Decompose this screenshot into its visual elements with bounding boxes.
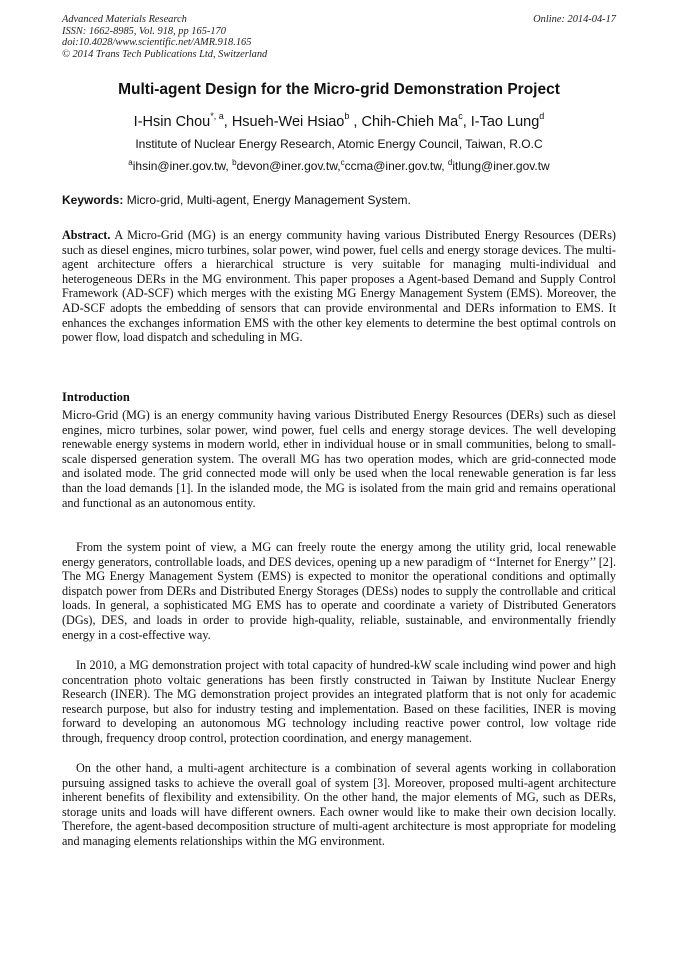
- affiliation: Institute of Nuclear Energy Research, Atomic Energy Council, Taiwan, R.O.C: [135, 137, 543, 151]
- author-list: [62, 113, 616, 131]
- email-list: [62, 159, 616, 174]
- paper-title: Multi-agent Design for the Micro-grid Demonstration Project: [118, 81, 560, 98]
- intro-paragraph-1: Micro-Grid (MG) is an energy community having various Distributed Energy Resources (DERs) such as diesel engines, micro turbines, solar power, wind power, fuel cells and energy storage devices. The well developing renewable energy systems in modern world, ether in individual house or in small communities, belong to small-scale dispersed generation system. The overall MG has two operation modes, which are grid-connected mode and isolated mode. The grid connected mode will only be used when the local renewable generation is far less than the load demands [1]. In the islanded mode, the MG is isolated from the main grid and remains operational and functional as an autonomous entity.: [62, 408, 616, 510]
- intro-paragraph-4: On the other hand, a multi-agent architecture is a combination of several agents working in collaboration pursuing assigned tasks to achieve the overall goal of system [3]. Moreover, proposed multi-agent architecture inherent benefits of flexibility and extensibility. On the other hand, the major elements of MG, such as DERs, storage units and loads will have different owners. Each owner would like to make their own decision locally. Therefore, the agent-based decomposition structure of multi-agent architecture is most appropriate for modeling and managing elements relationships within the MG environment.: [62, 761, 616, 848]
- email-address[interactable]: ihsin@iner.gov.tw: [132, 159, 226, 173]
- email-mark: d: [447, 158, 453, 167]
- doi-line: doi:10.4028/www.scientific.net/AMR.918.165: [62, 37, 252, 48]
- email-mark: a: [128, 158, 133, 167]
- author-affil-mark: *, a: [210, 111, 224, 121]
- copyright-line: © 2014 Trans Tech Publications Ltd, Switzerland: [62, 48, 268, 60]
- abstract-label: Abstract.: [62, 228, 111, 242]
- email-address[interactable]: ccma@iner.gov.tw: [344, 159, 442, 173]
- online-date: Online: 2014-04-17: [533, 14, 616, 25]
- journal-header: [62, 14, 616, 60]
- intro-paragraph-2: From the system point of view, a MG can freely route the energy among the utility grid, local renewable energy generators, controllable loads, and DES devices, opening up a new paradigm of ‘‘Internet for Energy’’ [2]. The MG Energy Management System (EMS) is expected to monitor the operational conditions and optimally dispatch power from DERs and Distributed Energy Storages (DESs) nodes to supply the controllable and critical loads. In general, a sophisticated MG EMS has to operate and coordinate a variety of Distributed Generators (DGs), DES, and loads in order to provide high-quality, reliable, sustainable, and environmentally friendly energy in a cost-effective way.: [62, 540, 616, 642]
- issn-line: ISSN: 1662-8985, Vol. 918, pp 165-170: [62, 25, 226, 37]
- author-name: Chih-Chieh Ma: [361, 114, 459, 130]
- author-name: I-Hsin Chou: [133, 114, 211, 130]
- author-separator: ,: [349, 114, 362, 130]
- email-address[interactable]: devon@iner.gov.tw: [236, 159, 338, 173]
- email-separator: ,: [225, 159, 233, 173]
- keywords-label: Keywords:: [62, 193, 124, 207]
- email-mark: c: [340, 158, 345, 167]
- email-address[interactable]: itlung@iner.gov.tw: [452, 159, 550, 173]
- abstract: [62, 228, 616, 345]
- abstract-text: A Micro-Grid (MG) is an energy community having various Distributed Energy Resources (DERs) such as diesel engines, micro turbines, solar power, wind power, fuel cells and energy storage devices. The multi-agent architecture offers a hierarchical structure is very suitable for managing multi-individual and heterogeneous DERs in the MG environment. This paper proposes a Agent-based Demand and Supply Control Framework (AD-SCF) which merges with the existing MG Energy Management System (EMS). Moreover, the AD-SCF adopts the embedding of sensors that can provide environmental and DERs information to EMS. It enhances the exchanges information EMS with the other key elements to determine the best optimal controls on power flow, load dispatch and scheduling in MG.: [62, 228, 616, 345]
- email-mark: b: [232, 158, 237, 167]
- journal-name: Advanced Materials Research: [62, 14, 187, 25]
- section-heading: Introduction: [62, 390, 130, 404]
- author-affil-mark: d: [539, 111, 545, 121]
- keywords-text: Micro-grid, Multi-agent, Energy Management System.: [126, 193, 411, 207]
- author-affil-mark: c: [458, 111, 463, 121]
- author-separator: ,: [462, 114, 471, 130]
- author-name: Hsueh-Wei Hsiao: [231, 114, 345, 130]
- intro-paragraph-3: In 2010, a MG demonstration project with total capacity of hundred-kW scale including wind power and high concentration photo voltaic generations has been firstly constructed in Taiwan by Institute Nuclear Energy Research (INER). The MG demonstration project provides an integrated platform that is not only for academic research purpose, but also for industry testing and implementation. Based on these facilities, INER is moving forward to developing an autonomous MG technology including reactive power control, low voltage ride through, frequency droop control, protection coordination, and energy management.: [62, 658, 616, 745]
- author-name: I-Tao Lung: [470, 114, 540, 130]
- email-separator: ,: [337, 159, 341, 173]
- author-affil-mark: b: [344, 111, 350, 121]
- author-separator: ,: [223, 114, 232, 130]
- keywords: [62, 193, 616, 208]
- email-separator: ,: [441, 159, 448, 173]
